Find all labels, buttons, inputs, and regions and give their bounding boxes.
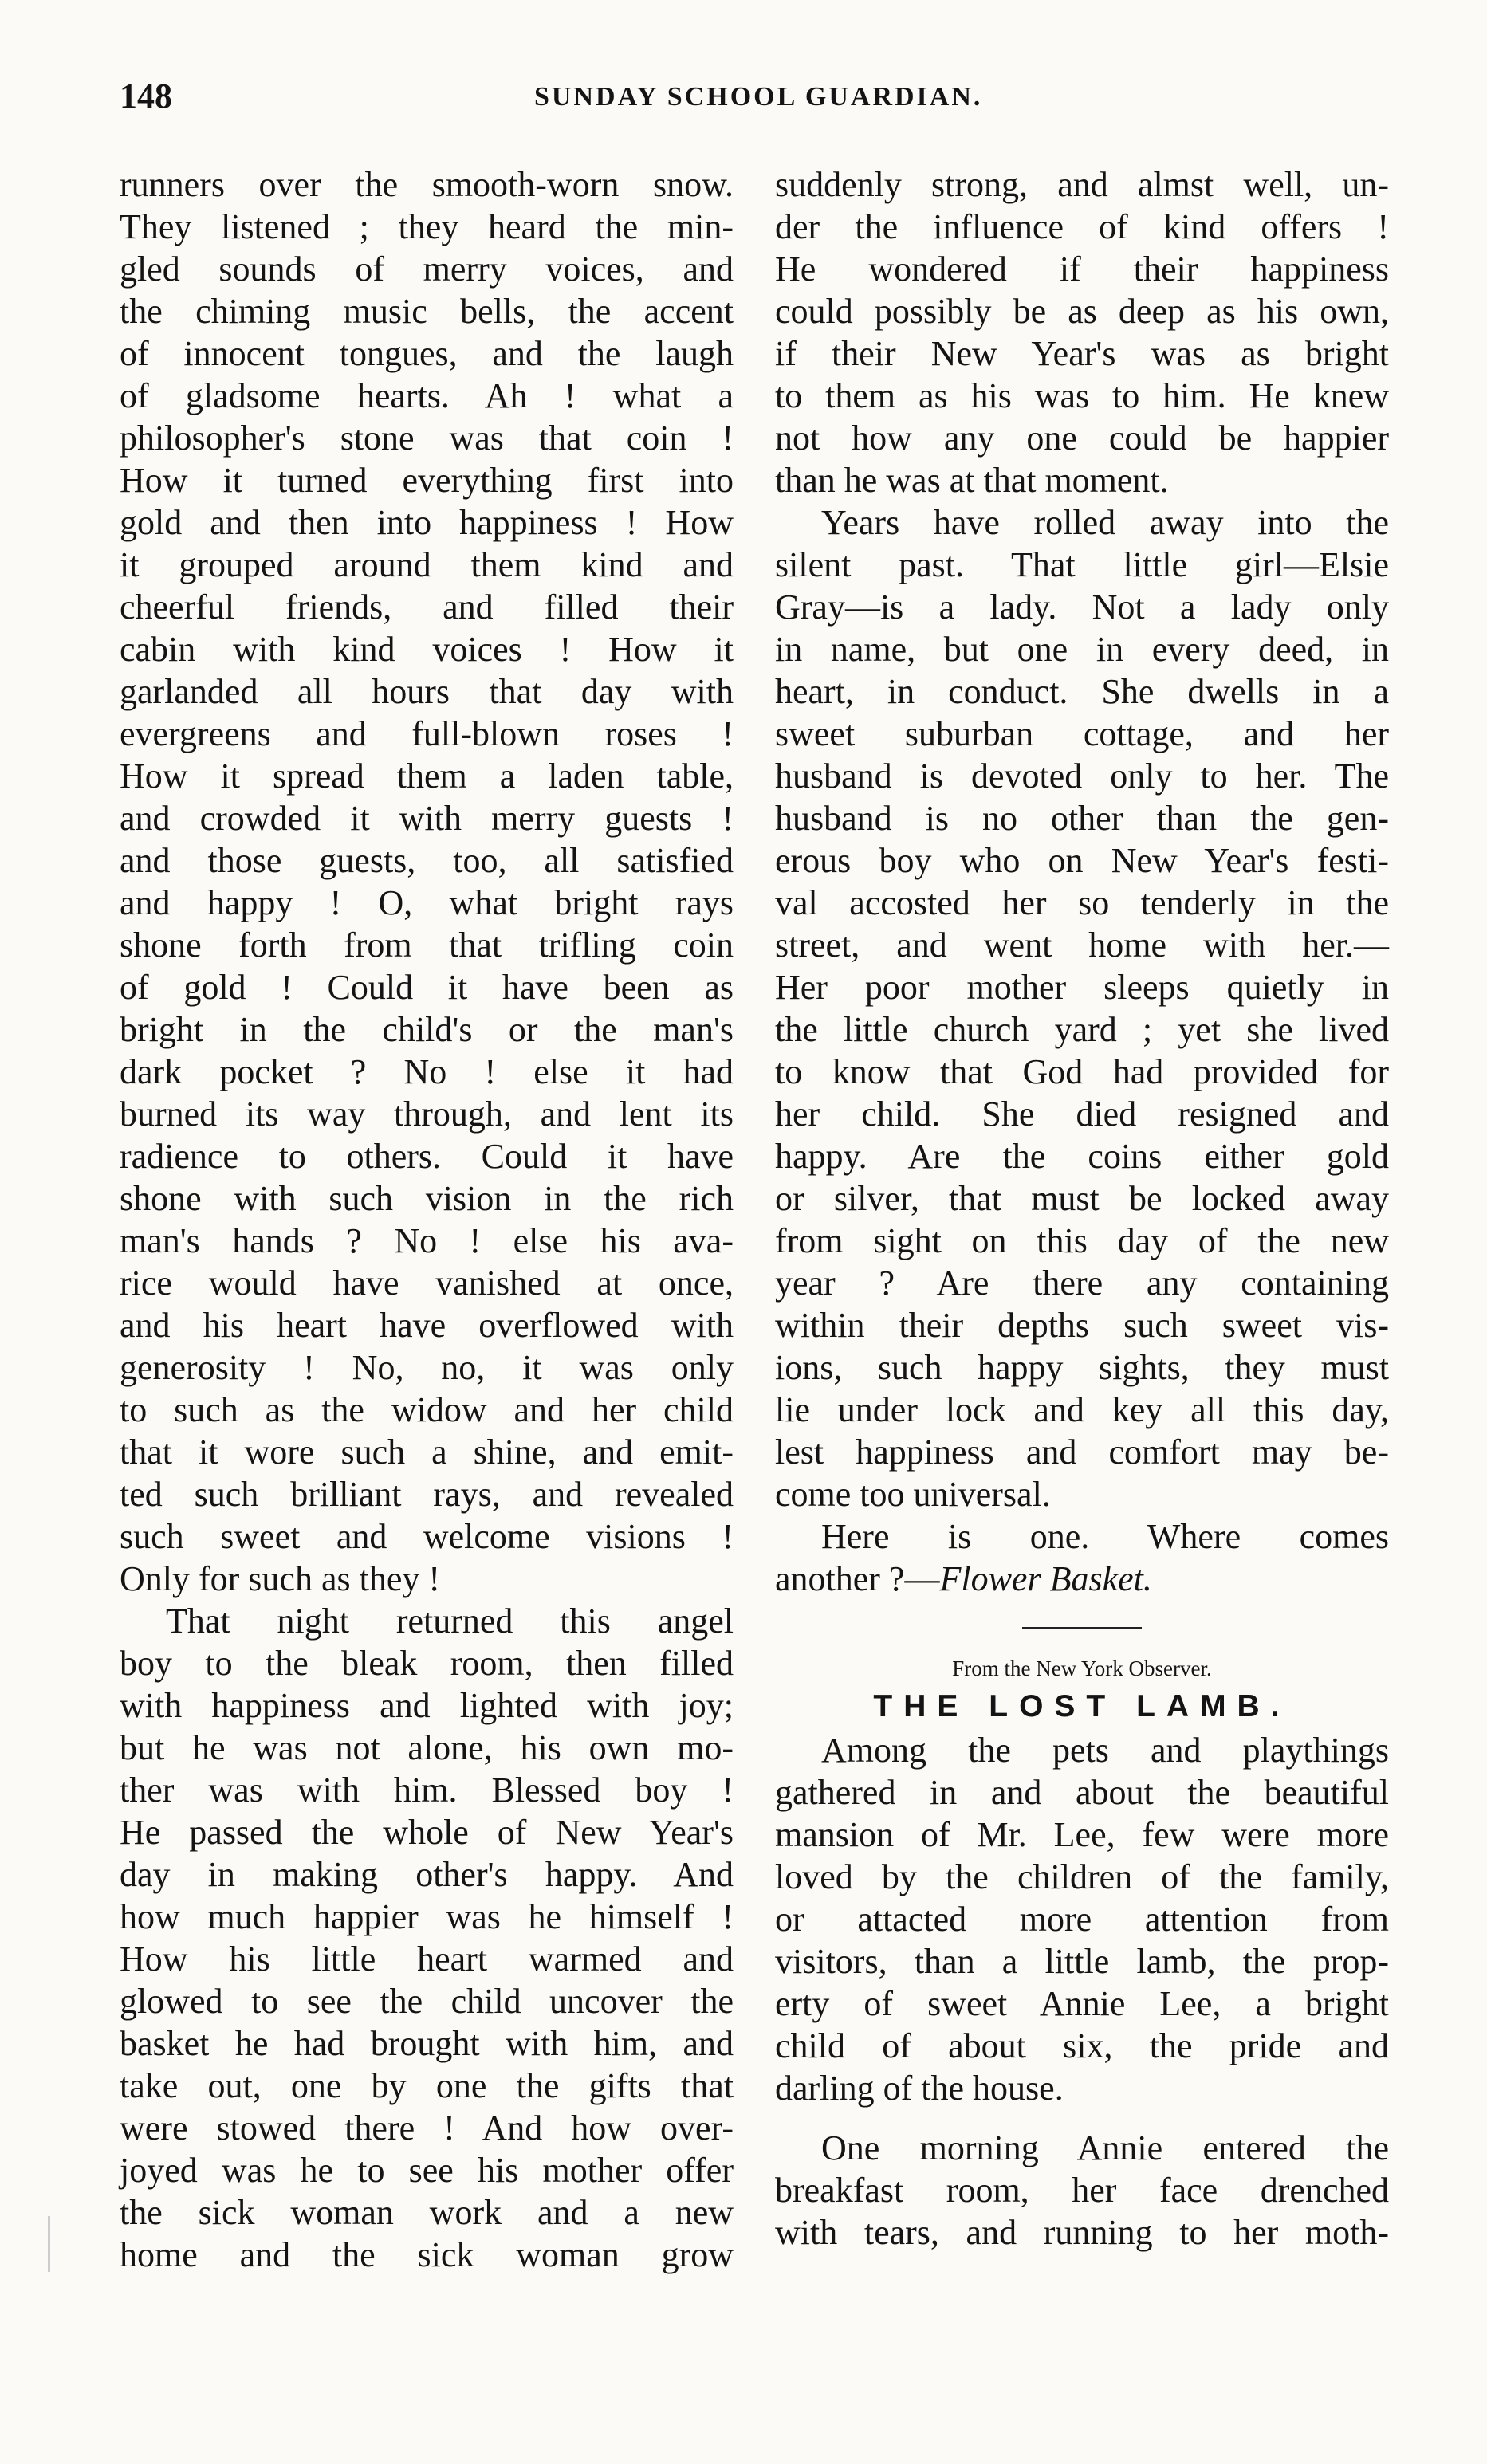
text-line: with tears, and running to her moth- xyxy=(775,2213,1389,2252)
page-number: 148 xyxy=(120,77,172,116)
text-line: joyed was he to see his mother offer xyxy=(120,2151,734,2190)
text-line: philosopher's stone was that coin ! xyxy=(120,419,734,458)
text-line: ted such brilliant rays, and revealed xyxy=(120,1475,734,1514)
text-line: to know that God had provided for xyxy=(775,1052,1389,1091)
text-line: How it turned everything first into xyxy=(120,461,734,500)
text-line: erty of sweet Annie Lee, a bright xyxy=(775,1984,1389,2023)
text-line: to them as his was to him. He knew xyxy=(775,376,1389,415)
text-line: visitors, than a little lamb, the prop- xyxy=(775,1942,1389,1981)
text-line: cabin with kind voices ! How it xyxy=(120,630,734,669)
text-line: and happy ! O, what bright rays xyxy=(120,883,734,922)
text-line: der the influence of kind offers ! xyxy=(775,207,1389,246)
text-line: suddenly strong, and almst well, un- xyxy=(775,165,1389,204)
source-attribution: Flower Basket. xyxy=(939,1559,1152,1598)
text-line: Her poor mother sleeps quietly in xyxy=(775,968,1389,1007)
text-line: bright in the child's or the man's xyxy=(120,1010,734,1049)
text-line: They listened ; they heard the min- xyxy=(120,207,734,246)
text-line: the sick woman work and a new xyxy=(120,2193,734,2232)
paragraph xyxy=(775,1515,1389,1600)
text-line: Only for such as they ! xyxy=(120,1559,441,1598)
text-line: Years have rolled away into the xyxy=(821,503,1389,542)
text-line: Here is one. Where comes xyxy=(821,1517,1389,1556)
text-line: erous boy who on New Year's festi- xyxy=(775,841,1389,880)
text-line: year ? Are there any containing xyxy=(775,1263,1389,1303)
text-line: the little church yard ; yet she lived xyxy=(775,1010,1389,1049)
text-line: or silver, that must be locked away xyxy=(775,1179,1389,1218)
section-title: THE LOST LAMB. xyxy=(873,1689,1291,1723)
text-line: gled sounds of merry voices, and xyxy=(120,250,734,289)
text-line: gold and then into happiness ! How xyxy=(120,503,734,542)
text-line: man's hands ? No ! else his ava- xyxy=(120,1221,734,1260)
text-line: rice would have vanished at once, xyxy=(120,1263,734,1303)
text-line: loved by the children of the family, xyxy=(775,1857,1389,1896)
left-column xyxy=(120,163,734,2276)
text-line: how much happier was he himself ! xyxy=(120,1897,734,1936)
text-line: than he was at that moment. xyxy=(775,461,1169,500)
text-line: val accosted her so tenderly in the xyxy=(775,883,1389,922)
paragraph xyxy=(775,501,1389,1515)
text-span: another ?— xyxy=(775,1559,940,1598)
text-line: darling of the house. xyxy=(775,2069,1064,2108)
text-line: were stowed there ! And how over- xyxy=(120,2108,734,2148)
text-line: not how any one could be happier xyxy=(775,419,1389,458)
text-line: it grouped around them kind and xyxy=(120,545,734,584)
text-line: How it spread them a laden table, xyxy=(120,756,734,796)
text-line: ther was with him. Blessed boy ! xyxy=(120,1770,734,1810)
text-line xyxy=(775,1558,1389,1600)
text-line: heart, in conduct. She dwells in a xyxy=(775,672,1389,711)
text-line: Among the pets and playthings xyxy=(821,1731,1389,1770)
text-line: and crowded it with merry guests ! xyxy=(120,799,734,838)
text-line: if their New Year's was as bright xyxy=(775,334,1389,373)
text-line: ions, such happy sights, they must xyxy=(775,1348,1389,1387)
text-line: silent past. That little girl—Elsie xyxy=(775,545,1389,584)
text-line: but he was not alone, his own mo- xyxy=(120,1728,734,1767)
text-line: gathered in and about the beautiful xyxy=(775,1773,1389,1812)
text-line: He passed the whole of New Year's xyxy=(120,1813,734,1852)
text-line: One morning Annie entered the xyxy=(821,2128,1389,2167)
text-line: that it wore such a shine, and emit- xyxy=(120,1432,734,1472)
section-divider xyxy=(1022,1627,1142,1629)
text-line: shone with such vision in the rich xyxy=(120,1179,734,1218)
text-line: generosity ! No, no, it was only xyxy=(120,1348,734,1387)
text-line: within their depths such sweet vis- xyxy=(775,1306,1389,1345)
text-line: such sweet and welcome visions ! xyxy=(120,1517,734,1556)
text-line: from sight on this day of the new xyxy=(775,1221,1389,1260)
right-column xyxy=(775,163,1389,2254)
text-line: could possibly be as deep as his own, xyxy=(775,292,1389,331)
paragraph xyxy=(120,163,734,1600)
text-line: cheerful friends, and filled their xyxy=(120,588,734,627)
text-line: husband is devoted only to her. The xyxy=(775,756,1389,796)
text-line: come too universal. xyxy=(775,1475,1051,1514)
text-line: take out, one by one the gifts that xyxy=(120,2066,734,2105)
text-line: shone forth from that trifling coin xyxy=(120,925,734,965)
text-line: boy to the bleak room, then filled xyxy=(120,1644,734,1683)
text-line: garlanded all hours that day with xyxy=(120,672,734,711)
text-line: of gold ! Could it have been as xyxy=(120,968,734,1007)
text-line: to such as the widow and her child xyxy=(120,1390,734,1429)
text-line: basket he had brought with him, and xyxy=(120,2024,734,2063)
paragraph xyxy=(775,2127,1389,2254)
text-line: How his little heart warmed and xyxy=(120,1939,734,1979)
text-line: radience to others. Could it have xyxy=(120,1137,734,1176)
text-line: of gladsome hearts. Ah ! what a xyxy=(120,376,734,415)
text-line: happy. Are the coins either gold xyxy=(775,1137,1389,1176)
paragraph xyxy=(120,1600,734,2276)
text-line: Gray—is a lady. Not a lady only xyxy=(775,588,1389,627)
text-line: day in making other's happy. And xyxy=(120,1855,734,1894)
text-line: mansion of Mr. Lee, few were more xyxy=(775,1815,1389,1854)
text-line: home and the sick woman grow xyxy=(120,2235,734,2274)
margin-mark xyxy=(48,2216,50,2272)
text-line: evergreens and full-blown roses ! xyxy=(120,714,734,753)
text-line: street, and went home with her.— xyxy=(775,925,1389,965)
text-line: the chiming music bells, the accent xyxy=(120,292,734,331)
text-line: or attacted more attention from xyxy=(775,1900,1389,1939)
paragraph xyxy=(775,163,1389,501)
paragraph-gap xyxy=(775,2109,1389,2127)
text-line: That night returned this angel xyxy=(166,1601,734,1641)
text-line: and those guests, too, all satisfied xyxy=(120,841,734,880)
text-line: child of about six, the pride and xyxy=(775,2026,1389,2065)
text-line: burned its way through, and lent its xyxy=(120,1094,734,1134)
text-line: breakfast room, her face drenched xyxy=(775,2171,1389,2210)
paragraph xyxy=(775,1729,1389,2109)
text-line: of innocent tongues, and the laugh xyxy=(120,334,734,373)
text-line: dark pocket ? No ! else it had xyxy=(120,1052,734,1091)
text-line: glowed to see the child uncover the xyxy=(120,1982,734,2021)
text-line: lie under lock and key all this day, xyxy=(775,1390,1389,1429)
journal-title: SUNDAY SCHOOL GUARDIAN. xyxy=(534,82,983,112)
text-line: with happiness and lighted with joy; xyxy=(120,1686,734,1725)
text-line: He wondered if their happiness xyxy=(775,250,1389,289)
text-line: husband is no other than the gen- xyxy=(775,799,1389,838)
text-line: in name, but one in every deed, in xyxy=(775,630,1389,669)
text-line: her child. She died resigned and xyxy=(775,1094,1389,1134)
source-note: From the New York Observer. xyxy=(952,1656,1212,1680)
text-line: and his heart have overflowed with xyxy=(120,1306,734,1345)
text-line: lest happiness and comfort may be- xyxy=(775,1432,1389,1472)
text-line: runners over the smooth-worn snow. xyxy=(120,165,734,204)
text-line: sweet suburban cottage, and her xyxy=(775,714,1389,753)
running-head xyxy=(120,76,1411,124)
